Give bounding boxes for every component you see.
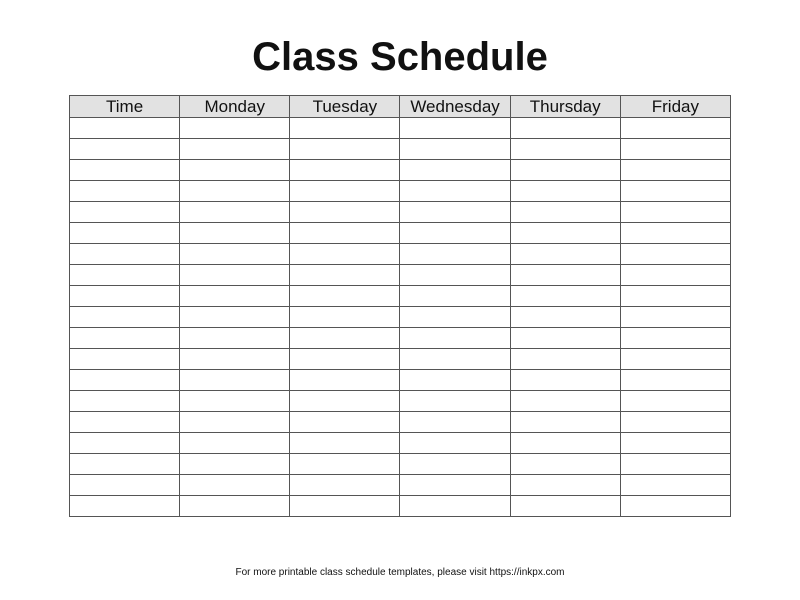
schedule-cell-friday [620,370,730,391]
schedule-cell-monday [180,496,290,517]
schedule-cell-wednesday [400,202,510,223]
schedule-cell-time [70,202,180,223]
schedule-cell-friday [620,139,730,160]
schedule-cell-tuesday [290,223,400,244]
schedule-cell-time [70,328,180,349]
schedule-cell-time [70,412,180,433]
schedule-cell-wednesday [400,370,510,391]
schedule-row [70,475,731,496]
schedule-table [69,95,731,517]
schedule-cell-thursday [510,139,620,160]
schedule-cell-tuesday [290,244,400,265]
schedule-cell-wednesday [400,286,510,307]
schedule-cell-monday [180,349,290,370]
schedule-cell-tuesday [290,160,400,181]
schedule-cell-wednesday [400,496,510,517]
schedule-cell-tuesday [290,412,400,433]
schedule-row [70,202,731,223]
schedule-cell-monday [180,475,290,496]
schedule-cell-wednesday [400,160,510,181]
schedule-cell-thursday [510,412,620,433]
schedule-cell-friday [620,160,730,181]
column-header-tuesday: Tuesday [290,96,400,118]
schedule-row [70,433,731,454]
schedule-cell-monday [180,139,290,160]
schedule-cell-wednesday [400,265,510,286]
schedule-cell-tuesday [290,370,400,391]
schedule-row [70,244,731,265]
schedule-cell-time [70,118,180,139]
schedule-cell-monday [180,454,290,475]
schedule-row [70,454,731,475]
schedule-cell-thursday [510,118,620,139]
schedule-cell-friday [620,223,730,244]
schedule-cell-tuesday [290,475,400,496]
column-header-time: Time [70,96,180,118]
schedule-cell-thursday [510,433,620,454]
schedule-cell-time [70,391,180,412]
schedule-cell-time [70,181,180,202]
column-header-thursday: Thursday [510,96,620,118]
schedule-cell-tuesday [290,118,400,139]
schedule-cell-thursday [510,223,620,244]
schedule-cell-thursday [510,391,620,412]
schedule-cell-friday [620,202,730,223]
schedule-row [70,118,731,139]
schedule-cell-tuesday [290,181,400,202]
schedule-cell-time [70,349,180,370]
schedule-cell-friday [620,454,730,475]
schedule-cell-time [70,265,180,286]
footer-note: For more printable class schedule templates, please visit https://inkpx.com [235,567,565,578]
schedule-cell-friday [620,181,730,202]
schedule-cell-monday [180,286,290,307]
schedule-cell-tuesday [290,265,400,286]
schedule-cell-monday [180,412,290,433]
schedule-row [70,349,731,370]
header-row [70,96,731,118]
schedule-cell-wednesday [400,328,510,349]
schedule-cell-monday [180,244,290,265]
schedule-cell-friday [620,286,730,307]
schedule-row [70,181,731,202]
schedule-cell-friday [620,328,730,349]
schedule-cell-wednesday [400,412,510,433]
schedule-cell-tuesday [290,328,400,349]
schedule-cell-wednesday [400,433,510,454]
schedule-cell-wednesday [400,181,510,202]
schedule-cell-friday [620,244,730,265]
schedule-cell-friday [620,265,730,286]
schedule-cell-time [70,433,180,454]
schedule-row [70,328,731,349]
schedule-cell-monday [180,223,290,244]
schedule-cell-wednesday [400,475,510,496]
schedule-row [70,370,731,391]
schedule-cell-thursday [510,496,620,517]
schedule-cell-time [70,286,180,307]
schedule-cell-wednesday [400,454,510,475]
schedule-cell-time [70,496,180,517]
schedule-cell-thursday [510,181,620,202]
schedule-cell-wednesday [400,391,510,412]
schedule-cell-monday [180,370,290,391]
schedule-cell-time [70,475,180,496]
schedule-cell-time [70,454,180,475]
schedule-cell-monday [180,202,290,223]
schedule-cell-time [70,223,180,244]
schedule-cell-monday [180,391,290,412]
schedule-cell-friday [620,118,730,139]
schedule-cell-thursday [510,307,620,328]
schedule-cell-tuesday [290,139,400,160]
schedule-row [70,412,731,433]
schedule-cell-friday [620,496,730,517]
schedule-cell-tuesday [290,454,400,475]
schedule-cell-time [70,139,180,160]
schedule-cell-tuesday [290,496,400,517]
schedule-cell-thursday [510,370,620,391]
schedule-cell-monday [180,181,290,202]
schedule-row [70,160,731,181]
schedule-cell-time [70,244,180,265]
schedule-cell-monday [180,265,290,286]
schedule-row [70,265,731,286]
schedule-cell-thursday [510,349,620,370]
schedule-cell-tuesday [290,286,400,307]
schedule-cell-monday [180,160,290,181]
schedule-cell-thursday [510,475,620,496]
schedule-cell-tuesday [290,433,400,454]
schedule-cell-friday [620,433,730,454]
schedule-cell-friday [620,391,730,412]
schedule-cell-friday [620,349,730,370]
schedule-cell-time [70,307,180,328]
schedule-cell-time [70,160,180,181]
schedule-cell-wednesday [400,139,510,160]
schedule-cell-monday [180,328,290,349]
page-title: Class Schedule [252,35,548,79]
schedule-row [70,286,731,307]
schedule-row [70,496,731,517]
schedule-cell-thursday [510,160,620,181]
schedule-row [70,307,731,328]
schedule-cell-tuesday [290,349,400,370]
schedule-row [70,223,731,244]
schedule-cell-monday [180,433,290,454]
schedule-cell-wednesday [400,307,510,328]
schedule-cell-friday [620,475,730,496]
schedule-cell-thursday [510,286,620,307]
schedule-row [70,139,731,160]
schedule-cell-tuesday [290,202,400,223]
schedule-cell-time [70,370,180,391]
schedule-cell-tuesday [290,307,400,328]
schedule-cell-wednesday [400,118,510,139]
schedule-row [70,391,731,412]
column-header-monday: Monday [180,96,290,118]
schedule-cell-wednesday [400,244,510,265]
schedule-cell-tuesday [290,391,400,412]
schedule-cell-monday [180,118,290,139]
schedule-cell-friday [620,412,730,433]
schedule-cell-friday [620,307,730,328]
schedule-cell-wednesday [400,223,510,244]
schedule-cell-thursday [510,265,620,286]
schedule-cell-monday [180,307,290,328]
schedule-body [70,118,731,517]
schedule-cell-thursday [510,202,620,223]
schedule-cell-thursday [510,454,620,475]
schedule-cell-thursday [510,328,620,349]
schedule-cell-wednesday [400,349,510,370]
column-header-friday: Friday [620,96,730,118]
schedule-cell-thursday [510,244,620,265]
column-header-wednesday: Wednesday [400,96,510,118]
